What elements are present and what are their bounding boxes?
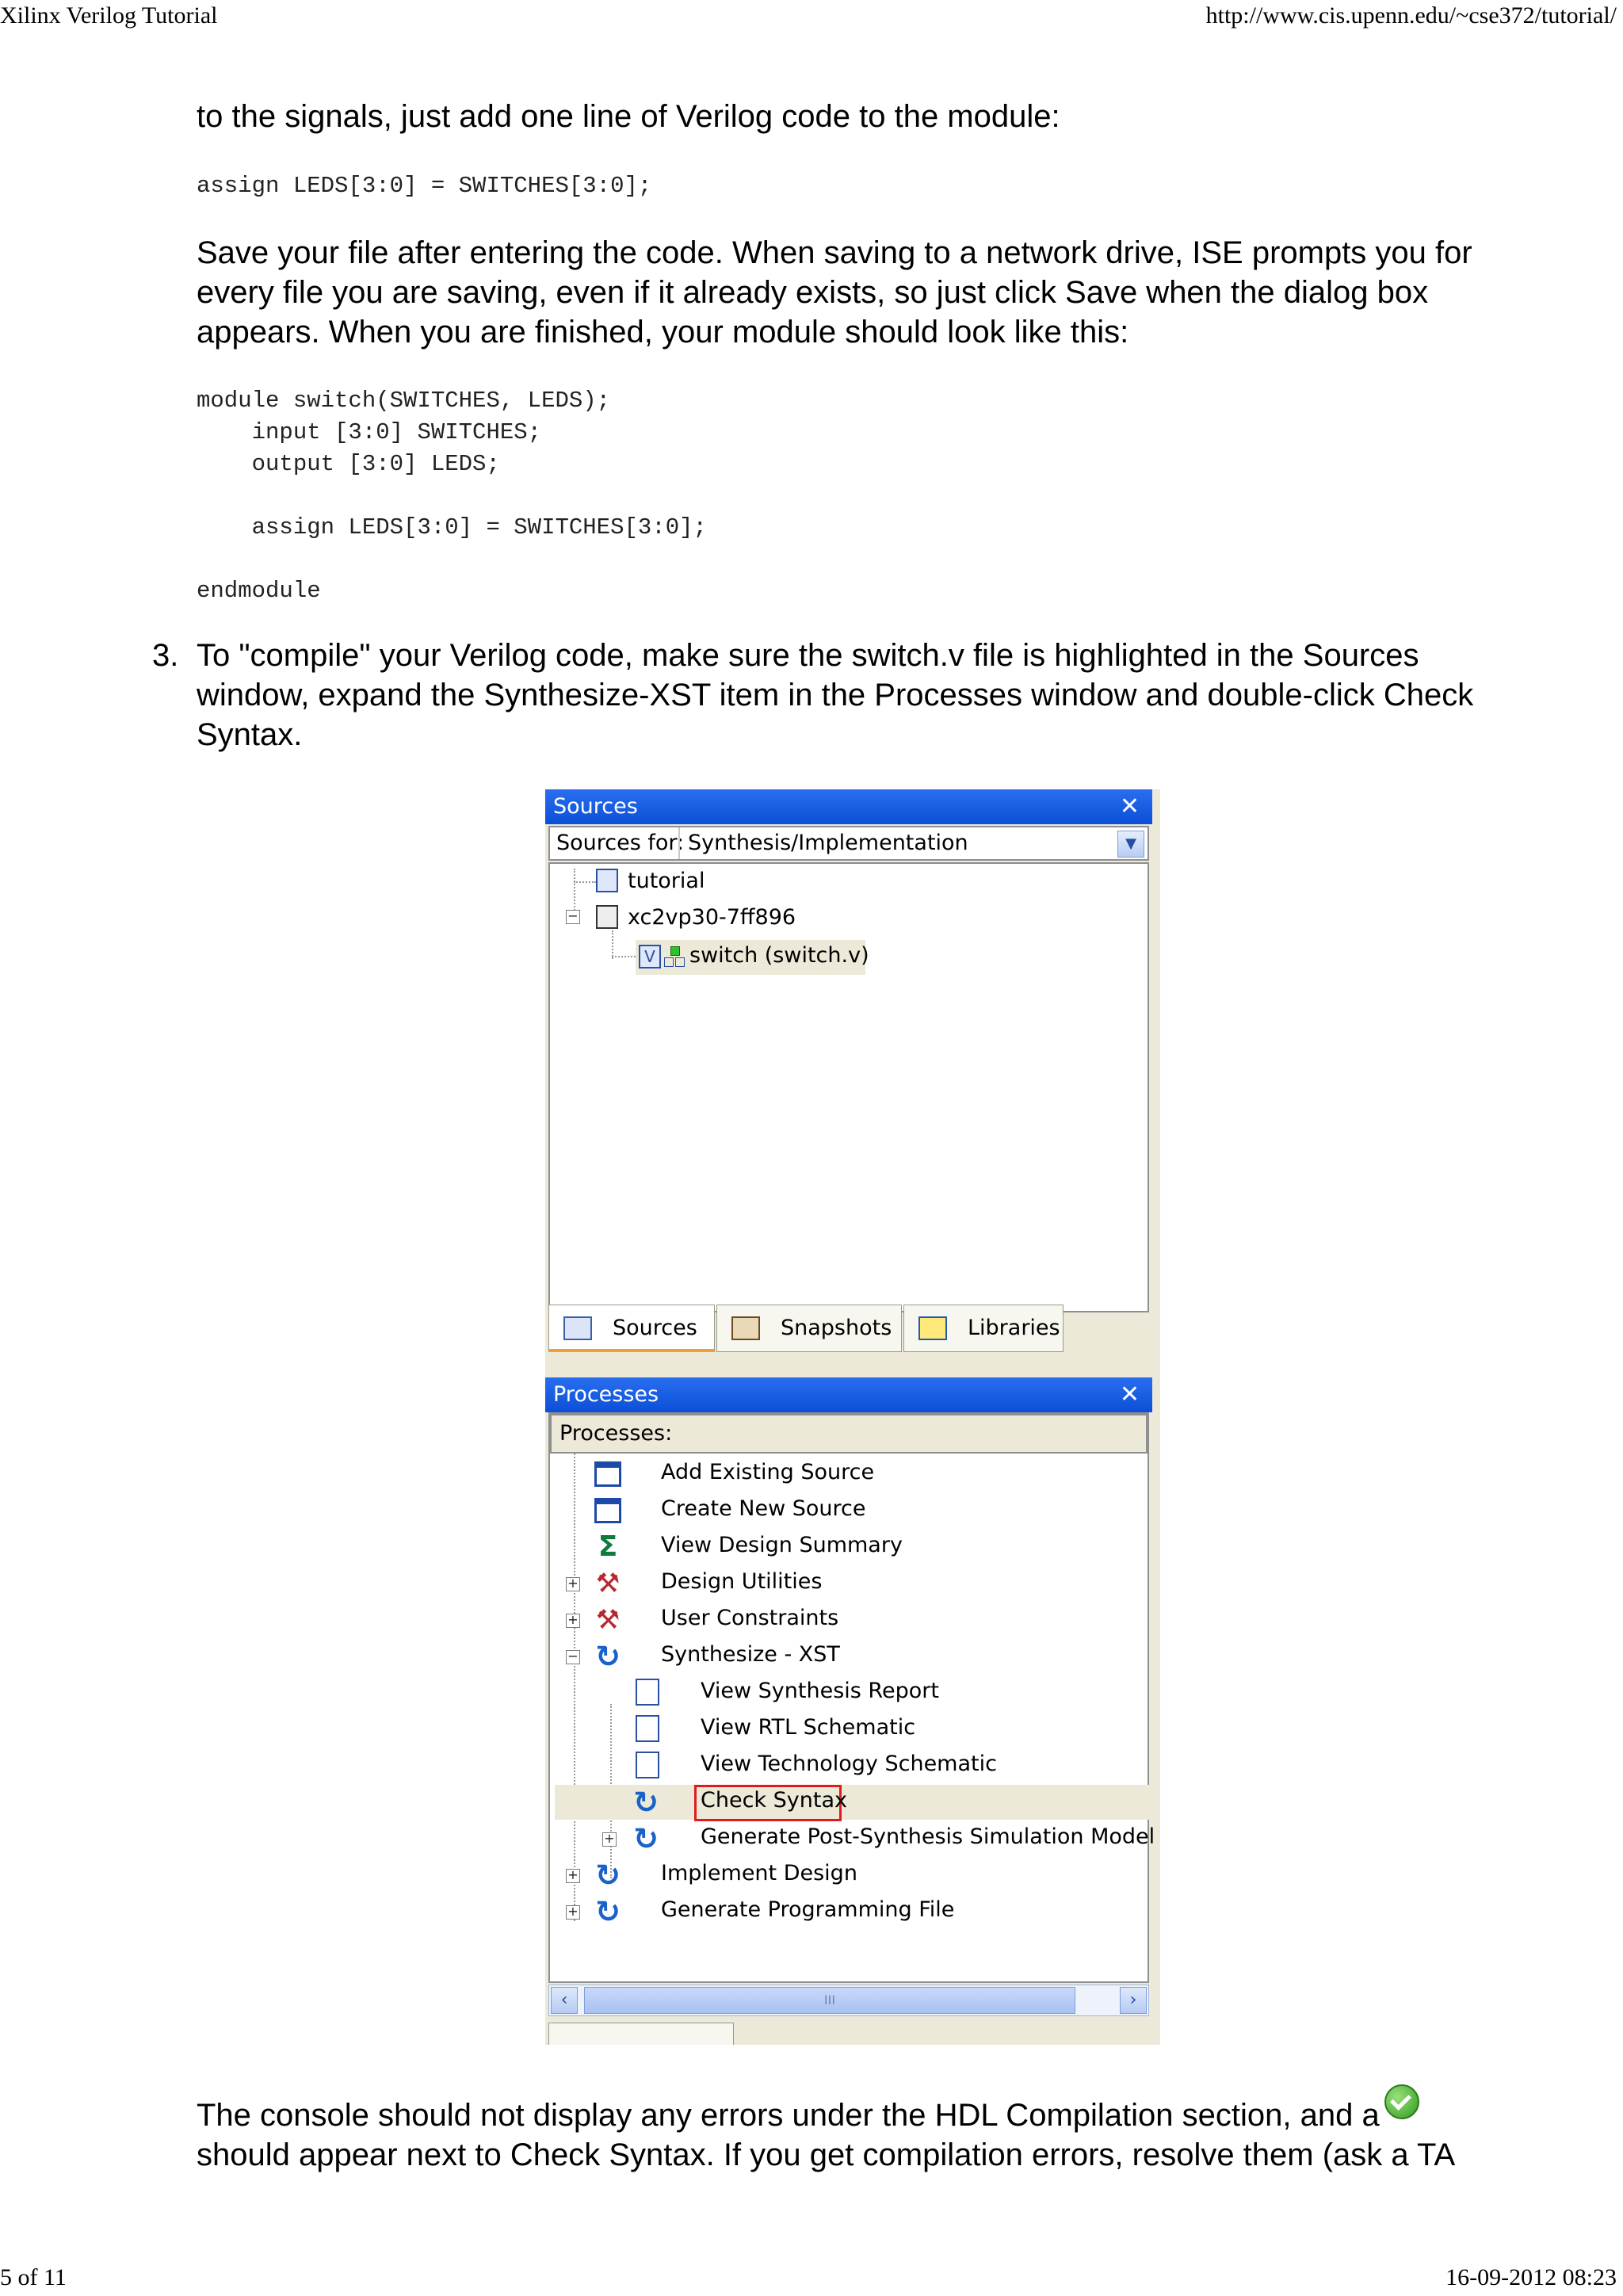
sources-for-label: Sources for: xyxy=(556,831,685,855)
report-icon xyxy=(636,1679,659,1706)
collapse-icon[interactable]: − xyxy=(566,910,580,924)
chip-icon xyxy=(596,905,618,929)
page-footer-datetime: 16-09-2012 08:23 xyxy=(1445,2264,1617,2290)
tools-icon: ⚒ xyxy=(595,1568,621,1599)
page-header-url[interactable]: http://www.cis.upenn.edu/~cse372/tutorial/ xyxy=(1205,2,1617,29)
module-icon xyxy=(664,946,685,967)
process-check-syntax[interactable]: Check Syntax xyxy=(701,1788,847,1813)
sources-tab-icon xyxy=(563,1316,592,1340)
tab-snapshots[interactable] xyxy=(716,1305,902,1352)
tab-snapshots-label: Snapshots xyxy=(781,1316,892,1340)
process-cycle-icon: ↻ xyxy=(633,1785,659,1820)
expand-icon[interactable]: + xyxy=(602,1832,617,1847)
expand-icon[interactable]: + xyxy=(566,1869,580,1883)
close-icon[interactable]: ✕ xyxy=(1119,1381,1140,1408)
process-view-technology-schematic[interactable]: View Technology Schematic xyxy=(701,1752,997,1776)
process-view-rtl-schematic[interactable]: View RTL Schematic xyxy=(701,1715,916,1740)
tree-item-project[interactable]: tutorial xyxy=(628,869,705,893)
sources-for-select[interactable] xyxy=(678,827,1148,859)
process-cycle-icon: ↻ xyxy=(595,1858,621,1893)
ise-screenshot xyxy=(545,789,1160,2045)
console-text-before: The console should not display any errors under the HDL Compilation section, and a xyxy=(197,2098,1380,2133)
process-cycle-icon: ↻ xyxy=(633,1821,659,1856)
expand-icon[interactable]: + xyxy=(566,1577,580,1591)
console-text-after: should appear next to Check Syntax. If you get compilation errors, resolve them (ask a TA xyxy=(197,2137,1456,2172)
code-snippet-module: module switch(SWITCHES, LEDS); input [3:0] SWITCHES; output [3:0] LEDS; assign LEDS[3:0] = SWITCHES[3:0]; endmodule xyxy=(197,388,707,604)
intro-paragraph: to the signals, just add one line of Verilog code to the module: xyxy=(197,99,1060,134)
scroll-left-icon[interactable]: ‹ xyxy=(551,1987,578,2014)
processes-titlebar xyxy=(545,1377,1152,1412)
page-footer-count: 5 of 11 xyxy=(0,2264,67,2290)
camera-icon xyxy=(731,1316,760,1340)
process-implement-design[interactable]: Implement Design xyxy=(661,1861,857,1885)
sources-titlebar xyxy=(545,789,1152,824)
tree-item-file[interactable]: switch (switch.v) xyxy=(689,943,869,968)
step-number: 3. xyxy=(152,638,179,673)
expand-icon[interactable]: + xyxy=(566,1614,580,1628)
processes-label: Processes: xyxy=(550,1414,1148,1454)
scroll-thumb[interactable]: III xyxy=(584,1987,1075,2014)
save-paragraph: Save your file after entering the code. When saving to a network drive, ISE prompts you for every file you are saving, even if it already exists, so just click Save when the dialog box appears. When you are finished, your module should look like this: xyxy=(197,235,1472,350)
process-cycle-icon: ↻ xyxy=(595,1639,621,1674)
tab-libraries[interactable] xyxy=(903,1305,1064,1352)
sources-for-row xyxy=(548,826,1149,861)
collapse-icon[interactable]: − xyxy=(566,1650,580,1664)
process-view-design-summary[interactable]: View Design Summary xyxy=(661,1533,903,1557)
library-icon xyxy=(918,1316,947,1340)
processes-panel xyxy=(548,1412,1155,1983)
window-icon xyxy=(594,1498,621,1523)
process-generate-post-synthesis-simulation-model[interactable]: Generate Post-Synthesis Simulation Model xyxy=(701,1824,1155,1849)
close-icon[interactable]: ✕ xyxy=(1119,793,1140,820)
sources-for-value: Synthesis/Implementation xyxy=(688,831,968,855)
window-icon xyxy=(594,1461,621,1487)
process-synthesize-xst[interactable]: Synthesize - XST xyxy=(661,1642,840,1667)
technology-schematic-icon xyxy=(636,1752,659,1778)
console-paragraph xyxy=(197,2084,1512,2175)
process-design-utilities[interactable]: Design Utilities xyxy=(661,1569,823,1594)
code-snippet-assign: assign LEDS[3:0] = SWITCHES[3:0]; xyxy=(197,173,652,199)
horizontal-scrollbar[interactable] xyxy=(548,1985,1149,2016)
sources-tree-panel xyxy=(548,862,1149,1312)
verilog-file-icon: V xyxy=(639,945,661,968)
sources-title: Sources xyxy=(553,794,638,819)
process-add-existing-source[interactable]: Add Existing Source xyxy=(661,1460,875,1484)
expand-icon[interactable]: + xyxy=(566,1905,580,1920)
tab-sources-label: Sources xyxy=(613,1316,697,1340)
sigma-icon: Σ xyxy=(598,1530,618,1563)
process-view-synthesis-report[interactable]: View Synthesis Report xyxy=(701,1679,939,1703)
step3-paragraph: To "compile" your Verilog code, make sure the switch.v file is highlighted in the Sources window, expand the Synthesize-XST item in the Processes window and double-click Check Syntax. xyxy=(197,638,1474,752)
process-generate-programming-file[interactable]: Generate Programming File xyxy=(661,1897,955,1922)
process-cycle-icon: ↻ xyxy=(595,1894,621,1929)
processes-tab-stub[interactable] xyxy=(548,2023,734,2045)
scroll-right-icon[interactable]: › xyxy=(1120,1987,1147,2014)
green-check-icon xyxy=(1384,2084,1419,2119)
tab-sources[interactable] xyxy=(548,1305,715,1352)
process-user-constraints[interactable]: User Constraints xyxy=(661,1606,839,1630)
chevron-down-icon[interactable]: ▼ xyxy=(1117,831,1144,858)
page-header-title: Xilinx Verilog Tutorial xyxy=(0,2,218,29)
tree-item-device[interactable]: xc2vp30-7ff896 xyxy=(628,905,796,930)
project-icon xyxy=(596,869,618,892)
tab-libraries-label: Libraries xyxy=(968,1316,1060,1340)
rtl-schematic-icon xyxy=(636,1715,659,1742)
process-create-new-source[interactable]: Create New Source xyxy=(661,1496,866,1521)
tools-icon: ⚒ xyxy=(595,1604,621,1636)
processes-title: Processes xyxy=(553,1382,659,1407)
